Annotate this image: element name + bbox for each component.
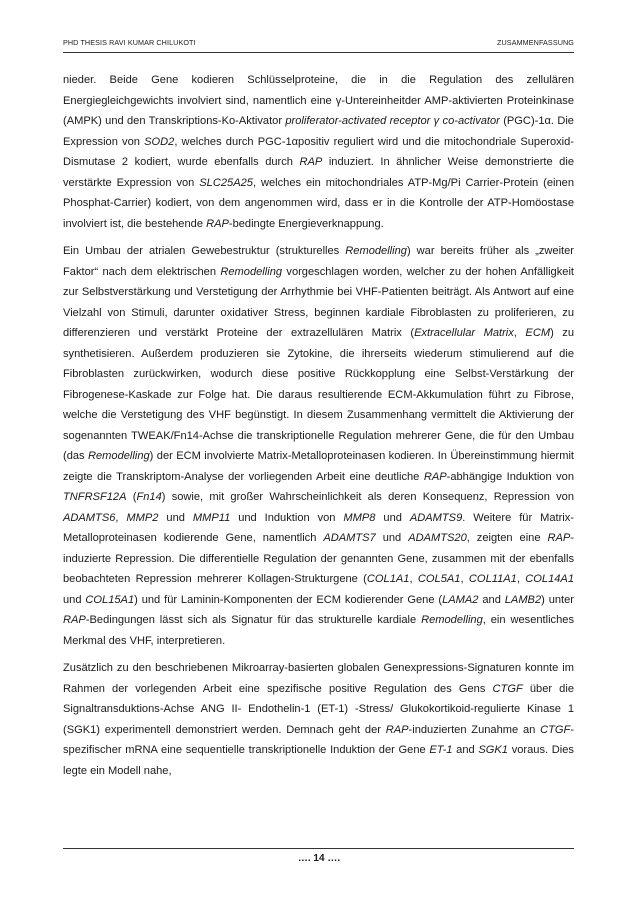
text-run: über die Signaltransduktions-Achse ANG II- Endothelin-1 (ET-1) -Stress/ Glukokortikoid-regulierte Kinase 1 (SGK1) experimentell demonstriert werden. Demnach geht der xyxy=(63,682,574,736)
italic-term: RAP xyxy=(423,470,447,483)
italic-term: LAMB2 xyxy=(504,593,542,606)
italic-term: Remodelling xyxy=(88,450,150,462)
text-run: , welches ein mitochondriales ATP-Mg/Pi Carrier-Protein (einen Phosphat-Carrier) kodiert, von dem angenommen wird, dass er in die Kontrolle der ATP-Homöostase involviert ist, die bestehende xyxy=(63,176,574,230)
italic-term: ADAMTS20 xyxy=(408,532,467,544)
text-run: -Bedingungen lässt sich als Signatur für das strukturelle kardiale xyxy=(85,614,422,626)
italic-term: MMP8 xyxy=(343,511,376,524)
text-run: , zeigten eine xyxy=(466,532,548,544)
text-run: induziert. In ähnlicher Weise demonstrierte die verstärkte Expression von xyxy=(63,156,574,189)
text-run: . Weitere für Matrix-Metalloproteinasen kodierende Gene, namentlich xyxy=(63,511,574,544)
italic-term: CTGF xyxy=(492,682,523,695)
italic-term: COL1A1 xyxy=(366,573,410,585)
text-run: -spezifischer mRNA eine sequentielle transkriptionelle Induktion der Gene xyxy=(63,723,574,756)
text-run: (PGC)-1α. Die Expression von xyxy=(63,115,574,148)
italic-term: CTGF xyxy=(540,723,571,736)
header-divider xyxy=(63,52,574,53)
text-run: , welches durch PGC-1αpositiv reguliert wird und die mitochondriale Superoxid-Dismutase 2 kodiert, wurde ebenfalls durch xyxy=(63,135,574,168)
text-run: und xyxy=(375,532,409,544)
italic-term: COL11A1 xyxy=(468,573,517,585)
italic-term: RAP xyxy=(63,614,86,626)
italic-term: MMP11 xyxy=(192,511,231,524)
italic-term: ET-1 xyxy=(429,744,453,756)
italic-term: Fn14 xyxy=(136,491,162,503)
text-run: ) sowie, mit großer Wahrscheinlichkeit als deren Konsequenz, Repression von xyxy=(161,491,574,503)
page-number: …. 14 …. xyxy=(297,853,341,864)
italic-term: TNFRSF12A xyxy=(63,491,127,503)
text-run: ) und für Laminin-Komponenten der ECM kodierender Gene ( xyxy=(134,593,443,606)
italic-term: Remodelling xyxy=(421,614,483,626)
text-run: und xyxy=(375,511,410,524)
text-run: , xyxy=(460,573,469,585)
text-run: -induzierte Repression. Die differentielle Regulation der genannten Gene, zusammen mit der ebenfalls beobachteten Repression mehrerer Kollagen-Strukturgene ( xyxy=(63,532,574,585)
italic-term: Extracellular Matrix xyxy=(414,327,514,339)
italic-term: SLC25A25 xyxy=(199,176,253,189)
paragraph xyxy=(63,658,574,781)
text-run: -induzierten Zunahme an xyxy=(408,723,541,736)
italic-term: ECM xyxy=(525,327,551,339)
italic-term: ADAMTS7 xyxy=(323,532,376,544)
text-run: -abhängige Induktion von xyxy=(446,470,575,483)
italic-term: RAP xyxy=(547,532,571,544)
body-text xyxy=(63,70,574,788)
italic-term: RAP xyxy=(385,723,409,736)
italic-term: proliferator-activated receptor γ co-activator xyxy=(285,115,500,127)
text-run: nieder. Beide Gene kodieren Schlüsselproteine, die in die Regulation des zellulären Energiegleichgewichts involviert sind, namentlich eine γ-Untereinheitder AMP-aktivierten Proteinkinase (AMPK) und den Transkriptions-Ko-Aktivator xyxy=(63,74,574,127)
italic-term: RAP xyxy=(299,156,323,168)
text-run: , xyxy=(115,511,127,524)
italic-term: Remodelling xyxy=(345,245,407,257)
text-run: und Induktion von xyxy=(230,511,344,524)
italic-term: COL5A1 xyxy=(417,573,461,585)
text-run: ) unter xyxy=(541,593,575,606)
italic-term: ADAMTS9 xyxy=(409,511,463,524)
italic-term: SOD2 xyxy=(144,135,175,148)
text-run: -bedingte Energieverknappung. xyxy=(228,217,384,230)
header-thesis-title: PHD THESIS RAVI KUMAR CHILUKOTI xyxy=(63,38,196,47)
italic-term: ADAMTS6 xyxy=(63,511,116,524)
text-run: , ein wesentliches Merkmal des VHF, interpretieren. xyxy=(63,614,574,647)
text-run: and xyxy=(478,593,505,606)
text-run: , xyxy=(513,327,526,339)
italic-term: RAP xyxy=(206,217,229,230)
text-run: ( xyxy=(126,491,137,503)
text-run: ) der ECM involvierte Matrix-Metalloproteinasen kodieren. In Übereinstimmung hiermit zeigte die Transkriptom-Analyse der vorliegenden Arbeit eine deutliche xyxy=(63,450,574,483)
italic-term: Remodelling xyxy=(220,265,283,278)
text-run: , xyxy=(409,573,418,585)
italic-term: SGK1 xyxy=(478,744,508,756)
text-run: and xyxy=(452,744,479,756)
text-run: , xyxy=(516,573,526,585)
header-section-title: ZUSAMMENFASSUNG xyxy=(497,38,574,47)
text-run: vorgeschlagen worden, welcher zu der hohen Anfälligkeit zur Selbstverstärkung und Verstetigung der Arrhythmie bei VHF-Patienten beiträgt. Als Antwort auf eine Vielzahl von Stimuli, darunter oxidativer Stress, beginnen kardiale Fibroblasten zu proliferieren, zu differenzieren und verstärkt Proteine der extrazellulären Matrix ( xyxy=(63,265,574,339)
text-run: Ein Umbau der atrialen Gewebestruktur (strukturelles xyxy=(63,245,346,257)
text-run: und xyxy=(63,593,86,606)
italic-term: COL14A1 xyxy=(525,573,575,585)
text-run: Zusätzlich zu den beschriebenen Mikroarray-basierten globalen Genexpressions-Signaturen konnte im Rahmen der vorlegenden Arbeit eine spezifische positive Regulation des Gens xyxy=(63,662,574,695)
paragraph xyxy=(63,241,574,651)
italic-term: COL15A1 xyxy=(85,593,135,606)
text-run: und xyxy=(158,511,193,524)
running-header xyxy=(63,38,574,52)
text-run: ) war bereits früher als „zweiter Faktor“ nach dem elektrischen xyxy=(63,245,574,278)
footer-divider xyxy=(63,848,574,849)
text-run: voraus. Dies legte ein Modell nahe, xyxy=(63,744,574,777)
text-run: ) zu synthetisieren. Außerdem produzieren sie Zytokine, die ihrerseits wiederum stimulierend auf die Fibroblasten zurückwirken, wodurch diese positive Rückkopplung eine Selbst-Verstärkung der Fibrogenese-Kaskade zur Folge hat. Die daraus resultierende ECM-Akkumulation führt zu Fibrose, welche die Verstetigung des VHF begünstigt. In diesem Zusammenhang vermittelt die Aktivierung der sogenannten TWEAK/Fn14-Achse die transkriptionelle Regulation mehrerer Gene, die für den Umbau (das xyxy=(63,327,575,462)
italic-term: LAMA2 xyxy=(442,593,479,606)
italic-term: MMP2 xyxy=(126,511,159,524)
paragraph xyxy=(63,70,574,234)
